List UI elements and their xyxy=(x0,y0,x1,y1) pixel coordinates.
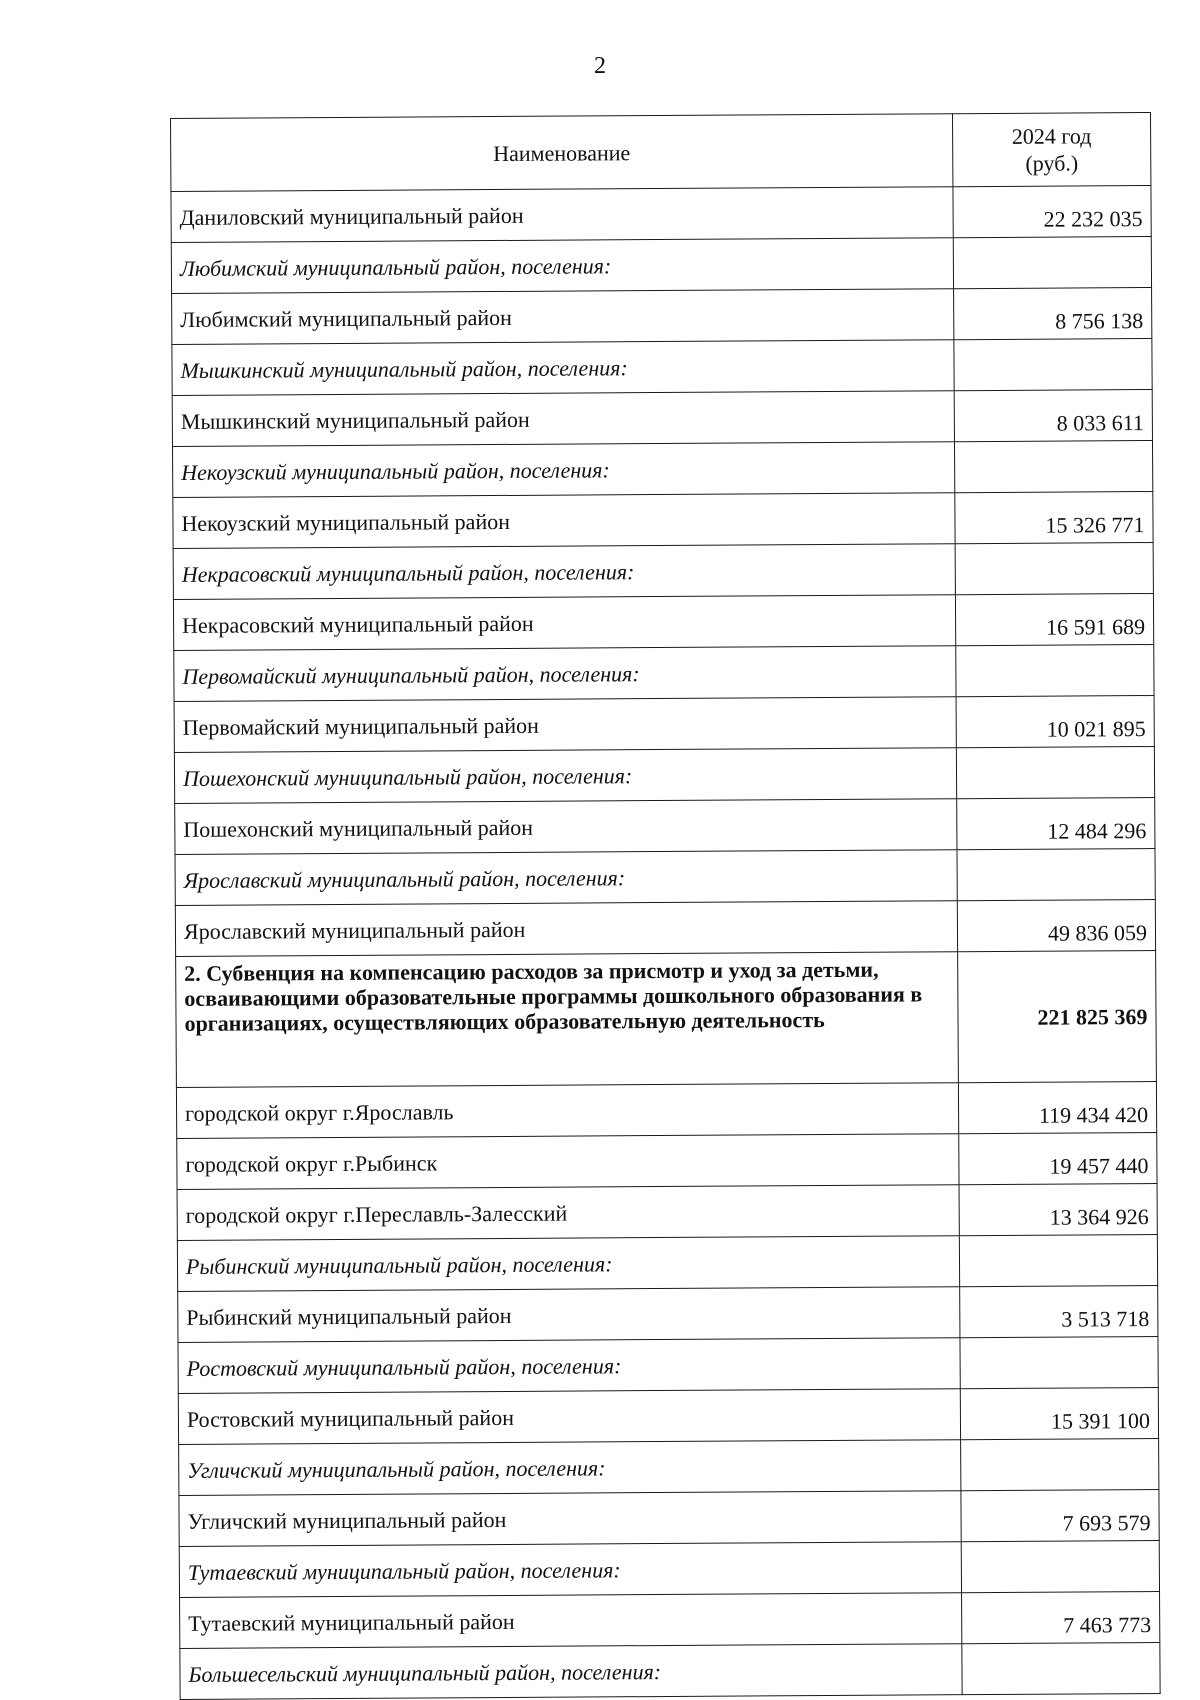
table-row xyxy=(177,1183,1157,1240)
table-row xyxy=(175,797,1155,854)
row-name: Некоузский муниципальный район xyxy=(173,493,955,549)
table-row xyxy=(178,1387,1158,1444)
row-value: 12 484 296 xyxy=(957,797,1155,849)
allocation-table xyxy=(170,112,1161,1700)
table-row xyxy=(177,1234,1157,1291)
row-name: Любимский муниципальный район, поселения: xyxy=(171,238,953,294)
row-value: 7 463 773 xyxy=(962,1591,1160,1643)
row-name: Угличский муниципальный район, поселения: xyxy=(179,1440,961,1496)
row-name: Любимский муниципальный район xyxy=(172,289,954,345)
table-row xyxy=(172,339,1152,396)
row-value xyxy=(956,645,1154,697)
table-row xyxy=(175,848,1155,905)
table-row xyxy=(176,950,1157,1087)
row-name: Ярославский муниципальный район, поселения: xyxy=(175,850,957,906)
row-name: Первомайский муниципальный район xyxy=(174,697,956,753)
header-year-line1: 2024 год xyxy=(1011,123,1092,149)
row-value: 8 756 138 xyxy=(954,288,1152,340)
table-row xyxy=(173,543,1153,600)
header-year-line2: (руб.) xyxy=(1025,150,1079,176)
row-value xyxy=(959,1234,1157,1286)
table-row xyxy=(176,1081,1156,1138)
table-header-row xyxy=(171,113,1151,192)
row-name: Пошехонский муниципальный район, поселения: xyxy=(174,748,956,804)
row-name: Некрасовский муниципальный район, поселения: xyxy=(173,544,955,600)
row-value xyxy=(961,1438,1159,1490)
row-value: 119 434 420 xyxy=(958,1081,1156,1133)
table-row xyxy=(178,1285,1158,1342)
table-row xyxy=(180,1642,1160,1699)
table-row xyxy=(174,645,1154,702)
row-value xyxy=(957,848,1155,900)
header-name: Наименование xyxy=(171,114,953,192)
row-name: Пошехонский муниципальный район xyxy=(175,799,957,855)
page-number: 2 xyxy=(594,53,606,79)
table-row xyxy=(174,695,1154,752)
row-name: городской округ г.Рыбинск xyxy=(177,1134,959,1190)
table-row xyxy=(174,746,1154,803)
row-value xyxy=(961,1540,1159,1592)
row-value: 16 591 689 xyxy=(955,594,1153,646)
table-row xyxy=(177,1132,1157,1189)
table-row xyxy=(172,390,1152,447)
row-name: Ростовский муниципальный район, поселения: xyxy=(178,1338,960,1394)
row-name: Тутаевский муниципальный район xyxy=(180,1593,962,1649)
row-name: Некрасовский муниципальный район xyxy=(173,595,955,651)
row-value xyxy=(955,543,1153,595)
row-value xyxy=(962,1642,1160,1694)
table-row xyxy=(172,288,1152,345)
table-row xyxy=(173,594,1153,651)
table-row xyxy=(175,899,1155,956)
row-name: Некоузский муниципальный район, поселения: xyxy=(173,442,955,498)
table-row xyxy=(171,237,1151,294)
row-name: Рыбинский муниципальный район, поселения: xyxy=(177,1236,959,1292)
row-value: 8 033 611 xyxy=(954,390,1152,442)
table-row xyxy=(179,1438,1159,1495)
row-value: 19 457 440 xyxy=(959,1132,1157,1184)
header-year xyxy=(952,113,1150,187)
table-row xyxy=(173,441,1153,498)
row-name: Первомайский муниципальный район, поселения: xyxy=(174,646,956,702)
row-name: Большесельский муниципальный район, поселения: xyxy=(180,1644,962,1700)
table-row xyxy=(179,1540,1159,1597)
row-value xyxy=(954,441,1152,493)
row-name: городской округ г.Ярославль xyxy=(176,1083,958,1139)
row-value: 3 513 718 xyxy=(960,1285,1158,1337)
table-row xyxy=(171,186,1151,243)
table-row xyxy=(179,1489,1159,1546)
row-name: Угличский муниципальный район xyxy=(179,1491,961,1547)
table-body xyxy=(171,186,1160,1700)
table-row xyxy=(173,492,1153,549)
row-name: Мышкинский муниципальный район, поселения: xyxy=(172,340,954,396)
table-row xyxy=(178,1336,1158,1393)
row-name: Ярославский муниципальный район xyxy=(175,901,957,957)
row-name: Мышкинский муниципальный район xyxy=(172,391,954,447)
row-value xyxy=(960,1336,1158,1388)
table-row xyxy=(180,1591,1160,1648)
row-value: 221 825 369 xyxy=(958,950,1157,1082)
row-name: 2. Субвенция на компенсацию расходов за присмотр и уход за детьми, осваивающими образовательные программы дошкольного образования в организациях, осуществляющих образовательную деятельность xyxy=(176,952,959,1088)
row-name: Ростовский муниципальный район xyxy=(178,1389,960,1445)
row-value: 15 391 100 xyxy=(960,1387,1158,1439)
row-value: 22 232 035 xyxy=(953,186,1151,238)
row-value xyxy=(954,339,1152,391)
row-name: Даниловский муниципальный район xyxy=(171,187,953,243)
row-name: Тутаевский муниципальный район, поселения: xyxy=(179,1542,961,1598)
row-name: городской округ г.Переславль-Залесский xyxy=(177,1185,959,1241)
row-value: 13 364 926 xyxy=(959,1183,1157,1235)
row-value: 7 693 579 xyxy=(961,1489,1159,1541)
row-name: Рыбинский муниципальный район xyxy=(178,1287,960,1343)
row-value xyxy=(953,237,1151,289)
row-value xyxy=(956,746,1154,798)
row-value: 10 021 895 xyxy=(956,695,1154,747)
row-value: 15 326 771 xyxy=(955,492,1153,544)
row-value: 49 836 059 xyxy=(957,899,1155,951)
